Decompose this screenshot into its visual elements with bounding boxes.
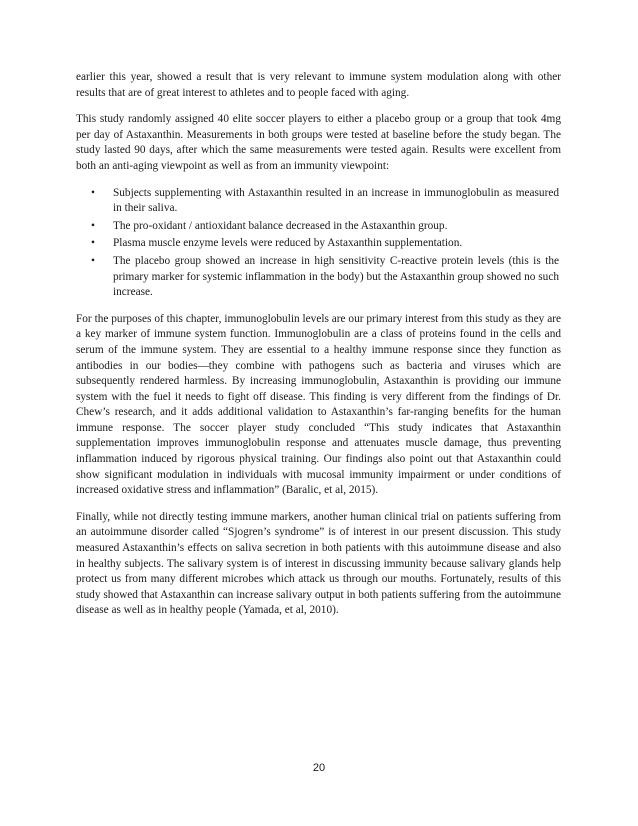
bullet-icon: • bbox=[91, 254, 95, 267]
bullet-text: Plasma muscle enzyme levels were reduced by Astaxanthin supplementation. bbox=[113, 237, 463, 250]
bullet-icon: • bbox=[91, 219, 95, 232]
bullet-text: Subjects supplementing with Astaxanthin resulted in an increase in immunoglobulin as measured in their saliva. bbox=[113, 186, 559, 215]
paragraph-study-design: This study randomly assigned 40 elite soccer players to either a placebo group or a group that took 4mg per day of Astaxanthin. Measurements in both groups were tested at baseline before the study began. The study lasted 90 days, after which the same measurements were tested again. Results were excellent from both an anti-aging viewpoint as well as from an immunity viewpoint: bbox=[76, 113, 561, 172]
bullet-icon: • bbox=[91, 237, 95, 250]
bullet-item bbox=[76, 236, 561, 252]
bullet-item bbox=[76, 186, 561, 217]
bullet-text: The pro-oxidant / antioxidant balance decreased in the Astaxanthin group. bbox=[113, 219, 448, 232]
results-bullet-list bbox=[76, 186, 561, 301]
paragraph-intro-continued: earlier this year, showed a result that is very relevant to immune system modulation along with other results that are of great interest to athletes and to people faced with aging. bbox=[76, 71, 561, 99]
bullet-icon: • bbox=[91, 186, 95, 199]
page-body bbox=[76, 70, 561, 630]
bullet-text: The placebo group showed an increase in high sensitivity C-reactive protein levels (this is the primary marker for systemic inflammation in the body) but the Astaxanthin group showed no such increase. bbox=[113, 254, 559, 299]
paragraph-immunoglobulin: For the purposes of this chapter, immunoglobulin levels are our primary interest from this study as they are a key marker of immune system function. Immunoglobulin are a class of proteins found in the cells and serum of the immune system. They are essential to a healthy immune response since they function as antibodies in our bodies—they combine with pathogens such as bacteria and viruses which are subsequently rendered harmless. By increasing immunoglobulin, Astaxanthin is providing our immune system with the fuel it needs to fight off disease. This finding is very different from the findings of Dr. Chew’s research, and it adds additional validation to Astaxanthin’s far-ranging benefits for the human immune response. The soccer player study concluded “This study indicates that Astaxanthin supplementation improves immunoglobulin response and attenuates muscle damage, thus preventing inflammation induced by rigorous physical training. Our findings also point out that Astaxanthin could show significant modulation in individuals with mucosal immunity impairment or under conditions of increased oxidative stress and inflammation” (Baralic, et al, 2015). bbox=[76, 312, 561, 497]
bullet-item bbox=[76, 254, 561, 301]
paragraph-sjogrens-study: Finally, while not directly testing immune markers, another human clinical trial on patients suffering from an autoimmune disorder called “Sjogren’s syndrome” is of interest in our present discussion. This study measured Astaxanthin’s effects on saliva secretion in both patients with this autoimmune disease and also in healthy subjects. The salivary system is of interest in discussing immunity because salivary glands help protect us from many different microbes which attack us through our mouths. Fortunately, results of this study showed that Astaxanthin can increase salivary output in both patients suffering from the autoimmune disease as well as in healthy people (Yamada, et al, 2010). bbox=[76, 510, 561, 617]
bullet-item bbox=[76, 219, 561, 235]
page-number: 20 bbox=[312, 762, 326, 774]
